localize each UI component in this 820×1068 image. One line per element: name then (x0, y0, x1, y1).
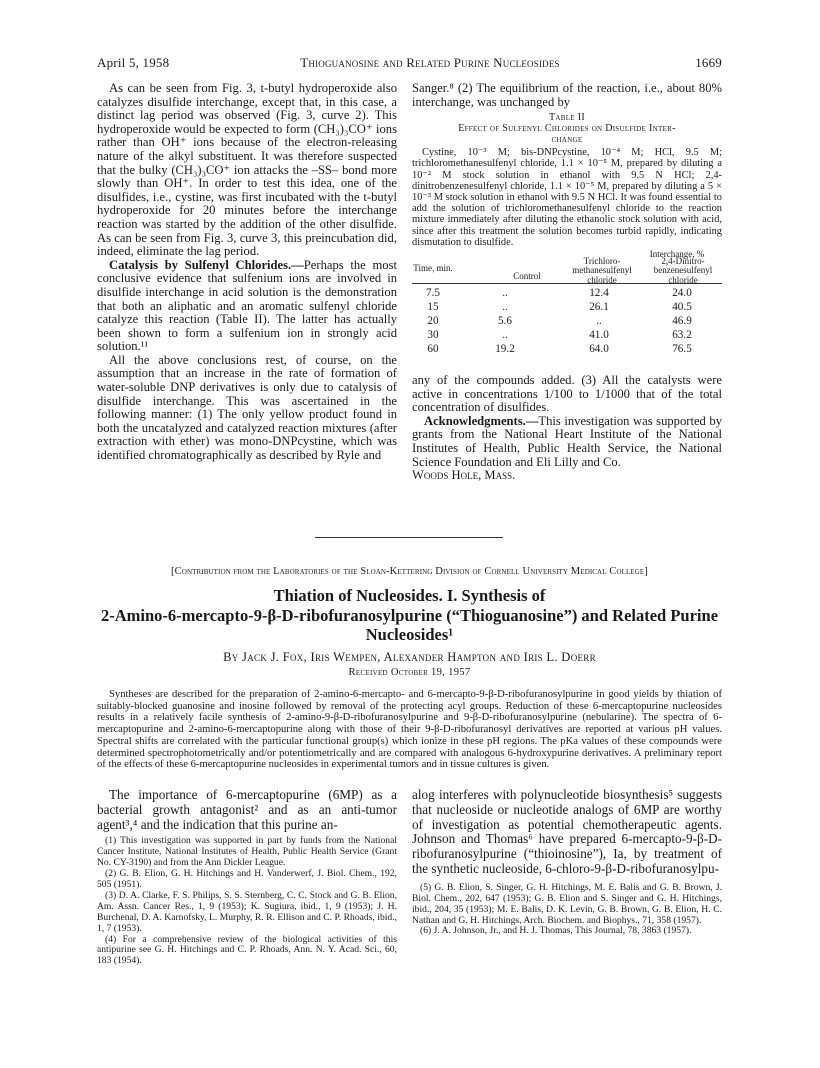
table-rule (412, 283, 722, 284)
paragraph-text: Perhaps the most conclusive evidence that sulfenium ions are involved in disulfide interchange in acid solution is the demonstration that both an aliphatic and an aromatic sulfenyl chloride catalyze this reaction (Table II). The latter has actually been shown to form a sulfenium ion in strongly acid solution.¹¹ (97, 257, 397, 354)
table-col-time: Time, min. (413, 263, 453, 274)
footnote: (4) For a comprehensive review of the biological activities of this antipurine see G. H. Hitchings and C. P. Rhoads, Ann. N. Y. Acad. Sci., 60, 183 (1954). (97, 933, 397, 967)
body-left-column (97, 788, 397, 967)
table-cell: 76.5 (672, 343, 692, 356)
table-cell: 41.0 (589, 329, 609, 342)
location: Woods Hole, Mass. (412, 468, 516, 483)
body-right-column (412, 788, 722, 937)
table-cell: 40.5 (672, 301, 692, 314)
section-divider (315, 537, 503, 538)
table-group-header: Interchange, % (649, 249, 705, 260)
footnote: (6) J. A. Johnson, Jr., and H. J. Thomas, This Journal, 78, 3863 (1957). (420, 925, 692, 937)
paragraph: All the above conclusions rest, of course, on the assumption that an increase in the rate of formation of water-soluble DNP derivatives is only due to catalysis of disulfide interchange. This was ascertained in the following manner: (1) The only yellow product found in both the uncatalyzed and catalyzed reaction mixtures (after extraction with ether) was mono-DNPcystine, which was identified chromatographically as described by Ryle and (97, 352, 397, 463)
contribution-line: [Contribution from the Laboratories of the Sloan-Kettering Division of Cornell University Medical College] (171, 566, 648, 577)
footnotes-left (97, 836, 397, 967)
paragraph-text: This investigation was supported by grants from the National Heart Institute of the National Institutes of Health, Public Health Service, the National Science Foundation and Eli Lilly and Co. (412, 413, 722, 469)
table-cell: 26.1 (589, 301, 609, 314)
table-col-control: Control (513, 271, 541, 282)
footnote: (5) G. B. Elion, S. Singer, G. H. Hitchings, M. E. Balis and G. B. Brown, J. Biol. Chem., 202, 647 (1953); G. B. Elion and S. Singer and G. H. Hitchings, ibid., 204, 35 (1953); M. E. Balis, D. K. Levin, G. B. Brown, G. B. Elion, H. C. Nathan and G. H. Hitchings, Arch. Biochem. and Biophys., 71, 358 (1957). (412, 881, 722, 926)
table-cell: 19.2 (495, 343, 515, 356)
left-column (97, 82, 397, 463)
footnote: (1) This investigation was supported in part by funds from the National Cancer Institute, National Institutes of Health, Public Health Service (Grant No. CY-3190) and from the Ann Dickler League. (97, 835, 397, 869)
authors: By Jack J. Fox, Iris Wempen, Alexander Hampton and Iris L. Doerr (223, 650, 596, 664)
table-row (412, 315, 722, 329)
footnotes-right (412, 883, 722, 938)
section-heading: Catalysis by Sulfenyl Chlorides.— (109, 257, 304, 272)
table-cell: 5.6 (498, 315, 512, 328)
header-date: April 5, 1958 (97, 55, 170, 70)
abstract (97, 689, 722, 771)
table-body (412, 287, 722, 357)
table-cell: 12.4 (589, 287, 609, 300)
table-col-dinitro: 2,4-Dinitro-benzenesulfenyl chloride (653, 256, 713, 285)
table-cell: 24.0 (672, 287, 692, 300)
title-line: 2-Amino-6-mercapto-9-β-D-ribofuranosylpurine (“Thioguanosine”) and Related Purine (100, 605, 719, 625)
table-caption-line1: Effect of Sulfenyl Chlorides on Disulfide Inter- (458, 123, 676, 135)
table-row (412, 343, 722, 357)
table-label: Table II (549, 112, 585, 124)
section-heading: Acknowledgments.— (424, 413, 539, 428)
title-line: Nucleosides¹ (365, 625, 454, 644)
table-note-text: Cystine, 10⁻³ M; bis-DNPcystine, 10⁻⁴ M; HCl, 9.5 M; trichloromethanesulfenyl chloride, 1.1 × 10⁻⁵ M, prepared by diluting a 10⁻² M stock solution in ethanol with 9.5 N HCl; 2,4-dinitrobenzenesulfenyl chloride, 1.1 × 10⁻⁵ M, prepared by diluting a 5 × 10⁻³ M stock solution in ethanol with 9.5 N HCl. It was found essential to add the solution of trichloromethanesulfenyl chloride to the reaction mixture immediately after diluting the ethanolic stock solution with acid, since after this treatment the solution becomes turbid rapidly, indicating dismutation to disulfide. (412, 147, 722, 248)
table-cell: 30 (427, 329, 439, 342)
table-caption-line2: change (551, 134, 583, 146)
table-col-trichloro: Trichloro-methanesulfenyl chloride (572, 256, 632, 285)
table-row (412, 287, 722, 301)
table-cell: 64.0 (589, 343, 609, 356)
received-date: Received October 19, 1957 (348, 667, 471, 678)
article-title (97, 586, 722, 645)
table-cell: .. (502, 287, 508, 300)
paragraph: The importance of 6-mercaptopurine (6MP) as a bacterial growth antagonist² and as an anti-tumor agent³,⁴ and the indication that this purine an- (97, 787, 397, 832)
paragraph: Sanger.⁸ (2) The equilibrium of the reaction, i.e., about 80% interchange, was unchanged by (412, 81, 722, 109)
table-cell: 60 (427, 343, 439, 356)
footnote: (3) D. A. Clarke, F. S. Philips, S. S. Sternberg, C. C. Stock and G. B. Elion, Am. Assn. Cancer Res., 1, 9 (1953); K. Sugiura, ibid., 1, 9 (1953); J. H. Burchenal, D. A. Karnofsky, L. Murphy, R. R. Ellison and C. P. Rhoads, ibid., 1, 7 (1953). (97, 889, 397, 934)
paragraph: any of the compounds added. (3) All the catalysts were active in concentrations 1/100 to 1/1000 that of the total concentration of disulfides. (412, 373, 722, 415)
table-cell: 63.2 (672, 329, 692, 342)
right-column (412, 82, 722, 483)
paragraph: alog interferes with polynucleotide biosynthesis⁵ suggests that nucleoside or nucleotide analogs of 6MP are worthy of investigation as potential chemotherapeutic agents. Johnson and Thomas⁶ have prepared 6-mercapto-9-β-D-ribofuranosylpurine (“thioinosine”), Ia, by treatment of the synthetic nucleoside, 6-chloro-9-β-D-ribofuranosylpu- (412, 787, 722, 876)
table-cell: .. (502, 329, 508, 342)
table-note (412, 147, 722, 248)
table-row (412, 301, 722, 315)
table-cell: 15 (427, 301, 439, 314)
table-cell: 20 (427, 315, 439, 328)
table-cell: 7.5 (426, 287, 440, 300)
abstract-text: Syntheses are described for the preparation of 2-amino-6-mercapto- and 6-mercapto-9-β-D-ribofuranosylpurine in good yields by thiation of suitably-blocked guanosine and inosine followed by removal of the protecting acyl groups. Reduction of these 6-mercaptopurine nucleosides results in a relatively facile synthesis of 2-amino-9-β-D-ribofuranosylpurine and 9-β-D-ribofuranosylpurine (nebularine). The spectra of 6-mercaptopurine and 2-amino-6-mercaptopurine along with those of their 9-β-D-ribofuranosyl derivatives are reported at various pH values. Spectral shifts are correlated with the particular functional group(s) which ionize in these pH regions. The pKa values of these compounds were determined spectrophotometrically and/or potentiometrically and are compared with analogous 6-hydroxypurine derivatives. A preliminary report of the effects of these 6-mercaptopurine nucleosides in experimental tumors and in tissue cultures is given. (97, 689, 722, 771)
table-cell: .. (502, 301, 508, 314)
page-number: 1669 (695, 55, 722, 70)
running-title: Thioguanosine and Related Purine Nucleosides (300, 55, 560, 70)
title-line: Thiation of Nucleosides. I. Synthesis of (273, 586, 546, 605)
table-cell: .. (596, 315, 602, 328)
catalysis-paragraph (97, 259, 397, 354)
paragraph: As can be seen from Fig. 3, t-butyl hydroperoxide also catalyzes disulfide interchange, except that, in this case, a distinct lag period was observed (Fig. 3, curve 2). This hydroperoxide would be expected to form (CH₃)₃CO⁺ ions rather than OH⁺ ions because of the electron-releasing nature of the alkyl substituent. It was therefore suspected that the bulky (CH₃)₃CO⁺ ion attacks the –SS– bond more slowly than OH⁺. In order to test this idea, one of the disulfides, i.e., cystine, was first incubated with the t-butyl hydroperoxide for 20 minutes before the interchange reaction was started by the addition of the other disulfide. As can be seen from Fig. 3, curve 3, this preincubation did, indeed, eliminate the lag period. (97, 81, 397, 259)
data-table (412, 250, 722, 374)
acknowledgments-paragraph (412, 415, 722, 469)
table-cell: 46.9 (672, 315, 692, 328)
footnote: (2) G. B. Elion, G. H. Hitchings and H. Vanderwerf, J. Biol. Chem., 192, 505 (1951). (97, 868, 397, 891)
table-row (412, 329, 722, 343)
